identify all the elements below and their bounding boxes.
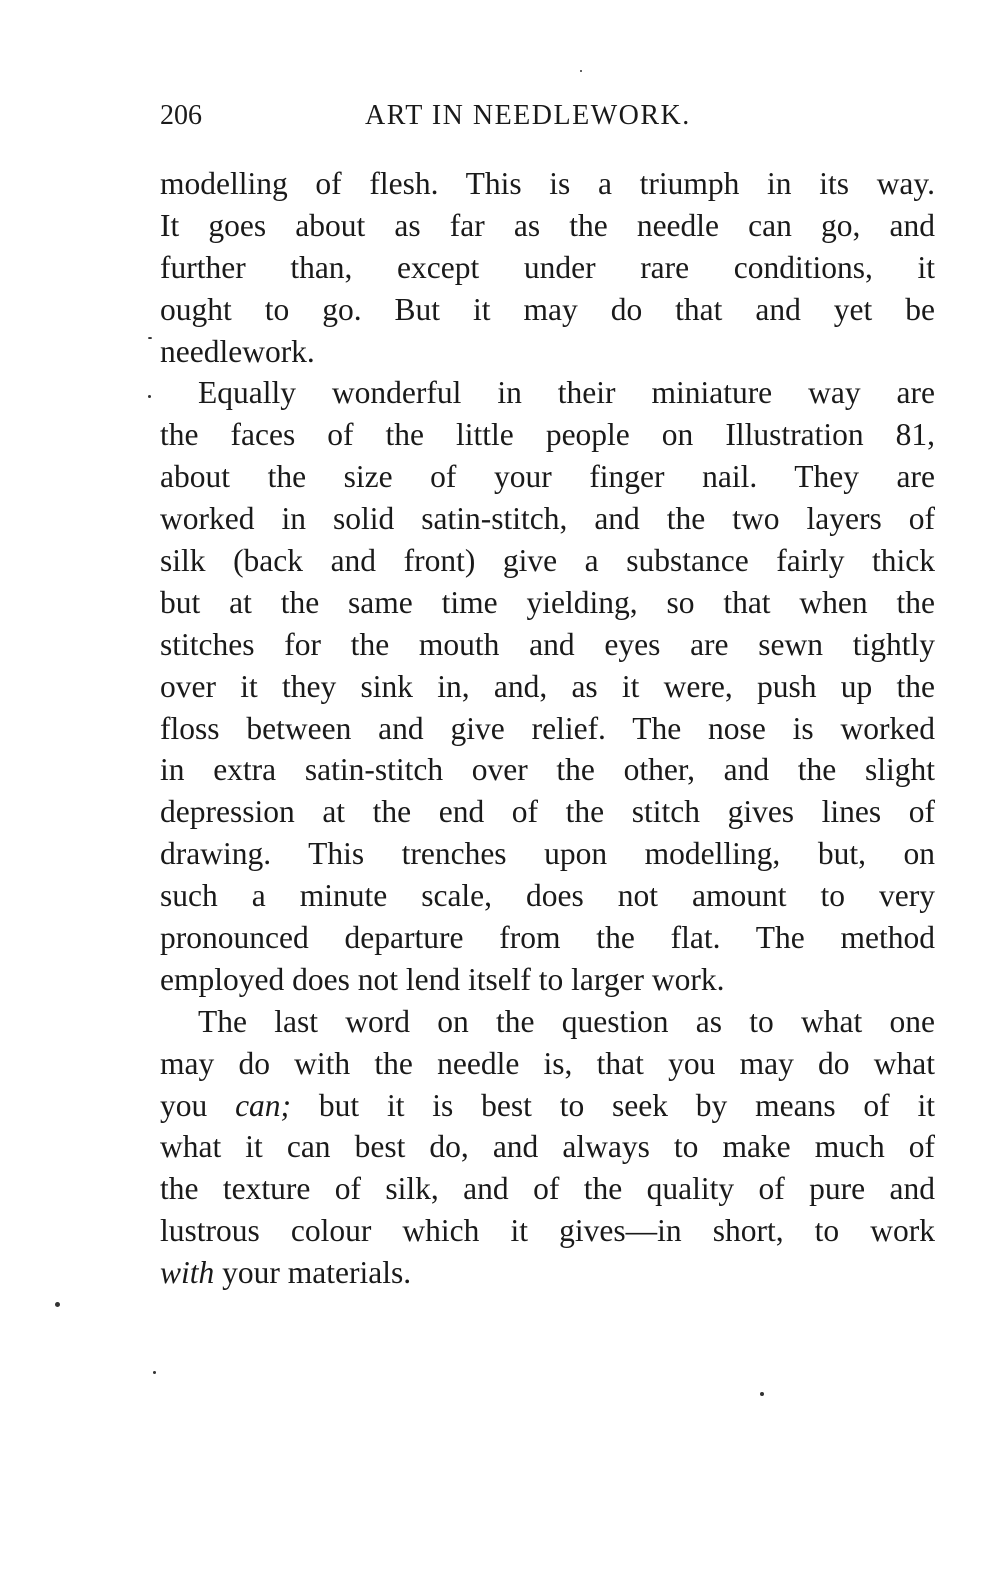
text-run: depression at the end of the stitch gives lines of: [160, 794, 935, 830]
text-line: [160, 1252, 935, 1294]
text-run: may do with the needle is, that you may do what: [160, 1045, 935, 1081]
text-line: [160, 498, 935, 540]
text-run: floss between and give relief. The nose is worked: [160, 710, 935, 746]
text-line: [160, 624, 935, 666]
text-line: [160, 875, 935, 917]
text-run: stitches for the mouth and eyes are sewn tightly: [160, 626, 935, 662]
text-line: [160, 708, 935, 750]
text-line: [160, 247, 935, 289]
text-run: in extra satin-stitch over the other, and the slight: [160, 752, 935, 788]
text-run: needlework.: [160, 333, 315, 369]
text-line: [160, 1168, 935, 1210]
text-line: [160, 414, 935, 456]
scan-speck: [153, 1371, 156, 1374]
italic-text: with: [160, 1255, 215, 1291]
text-run: about the size of your finger nail. They are: [160, 459, 935, 495]
text-run: Equally wonderful in their miniature way are: [198, 375, 935, 411]
text-run: ought to go. But it may do that and yet be: [160, 291, 935, 327]
running-title: ART IN NEEDLEWORK.: [365, 100, 691, 131]
text-line: [160, 917, 935, 959]
text-line: [160, 1126, 935, 1168]
text-line: [160, 331, 935, 373]
italic-text: can;: [235, 1087, 292, 1123]
text-line: [160, 582, 935, 624]
scan-speck: [55, 1302, 60, 1307]
text-run: what it can best do, and always to make much of: [160, 1129, 935, 1165]
text-line: [160, 791, 935, 833]
text-line: [160, 1043, 935, 1085]
paragraph: [160, 372, 935, 1000]
text-run: employed does not lend itself to larger work.: [160, 961, 725, 997]
text-line: [160, 1001, 935, 1043]
text-run: your materials.: [214, 1255, 412, 1291]
running-head: [160, 96, 935, 136]
text-line: [160, 959, 935, 1001]
page-number: 206: [160, 100, 202, 131]
text-run: such a minute scale, does not amount to very: [160, 878, 935, 914]
text-run: the faces of the little people on Illustration 81,: [160, 417, 935, 453]
scan-speck: [580, 70, 582, 72]
text-line: [160, 163, 935, 205]
scan-speck: [148, 337, 152, 339]
text-run: the texture of silk, and of the quality of pure and: [160, 1171, 935, 1207]
text-line: [160, 1210, 935, 1252]
scan-speck: [148, 395, 151, 398]
text-run: over it they sink in, and, as it were, push up the: [160, 668, 935, 704]
text-run: pronounced departure from the flat. The method: [160, 920, 935, 956]
text-line: [160, 540, 935, 582]
text-line: [160, 749, 935, 791]
text-run: It goes about as far as the needle can go, and: [160, 207, 935, 243]
text-line: [160, 372, 935, 414]
paragraph: [160, 163, 935, 372]
text-run: lustrous colour which it gives—in short, to work: [160, 1213, 935, 1249]
paragraph: [160, 1001, 935, 1294]
text-run: you: [160, 1087, 236, 1123]
text-run: silk (back and front) give a substance fairly thick: [160, 543, 935, 579]
body-text: [160, 163, 935, 1294]
text-run: further than, except under rare conditions, it: [160, 249, 935, 285]
text-run: drawing. This trenches upon modelling, but, on: [160, 836, 935, 872]
text-run: The last word on the question as to what one: [198, 1003, 935, 1039]
text-run: but it is best to seek by means of it: [291, 1087, 935, 1123]
text-run: modelling of flesh. This is a triumph in its way.: [160, 166, 935, 201]
text-line: [160, 1085, 935, 1127]
text-line: [160, 666, 935, 708]
scan-speck: [760, 1392, 764, 1396]
text-line: [160, 456, 935, 498]
text-run: worked in solid satin-stitch, and the two layers of: [160, 501, 935, 537]
text-line: [160, 205, 935, 247]
text-line: [160, 833, 935, 875]
text-run: but at the same time yielding, so that when the: [160, 584, 935, 620]
text-line: [160, 289, 935, 331]
